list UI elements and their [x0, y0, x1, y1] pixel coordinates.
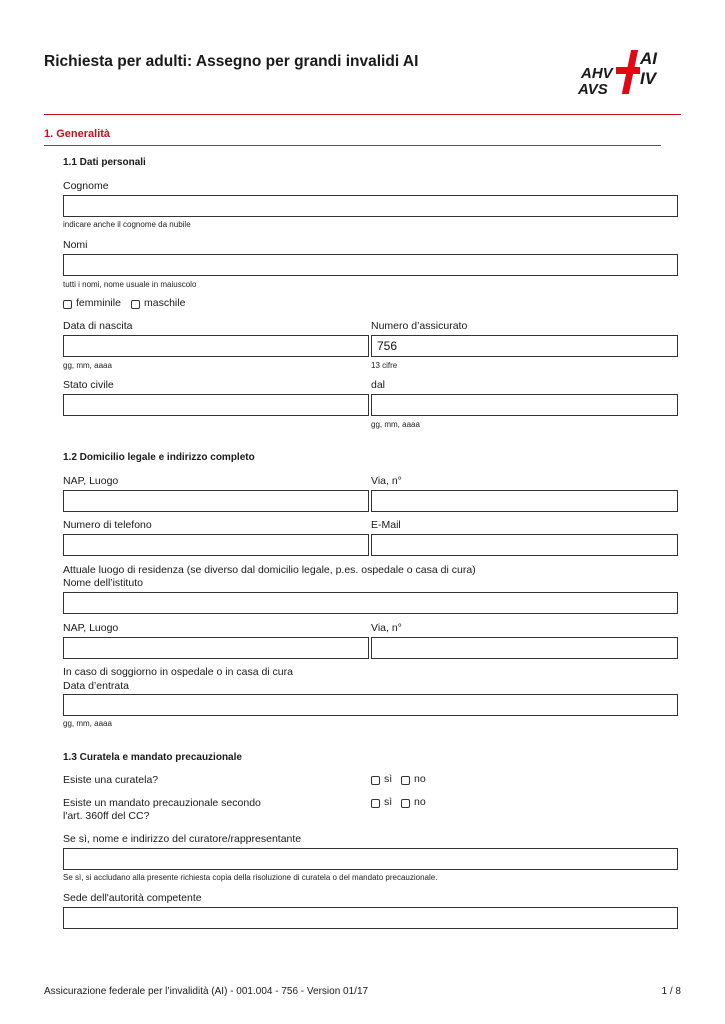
stay-label: In caso di soggiorno in ospedale o in casa di cura: [63, 666, 293, 678]
footer-text: Assicurazione federale per l’invalidità (AI) - 001.004 - 756 - Version 01/17: [44, 986, 369, 997]
guardian-label: Se sì, nome e indirizzo del curatore/rappresentante: [63, 833, 302, 845]
insured-number-label: Numero d’assicurato: [371, 320, 468, 332]
mandate-question-line1: Esiste un mandato precauzionale secondo: [63, 797, 261, 809]
phone-label: Numero di telefono: [63, 519, 152, 531]
section-divider: [44, 145, 661, 146]
civil-since-label: dal: [371, 379, 386, 391]
female-checkbox[interactable]: [63, 300, 72, 309]
insured-number-hint: 13 cifre: [371, 361, 398, 370]
mandate-yes-checkbox[interactable]: [371, 799, 380, 808]
guardian-input[interactable]: [63, 848, 678, 870]
subsection-title-guardianship: 1.3 Curatela e mandato precauzionale: [63, 752, 242, 763]
civil-since-hint: gg, mm, aaaa: [371, 420, 420, 429]
zip-city-input[interactable]: [63, 490, 369, 512]
page-number: 1 / 8: [661, 986, 681, 997]
street-label: Via, n°: [371, 475, 402, 487]
surname-label: Cognome: [63, 180, 109, 192]
authority-label: Sede dell'autorità competente: [63, 892, 202, 904]
guardianship-question: Esiste una curatela?: [63, 774, 159, 786]
guardianship-yes-checkbox[interactable]: [371, 776, 380, 785]
birth-date-hint: gg, mm, aaaa: [63, 361, 112, 370]
subsection-title-personal: 1.1 Dati personali: [63, 157, 146, 168]
page-title: Richiesta per adulti: Assegno per grandi invalidi AI: [44, 53, 419, 70]
names-hint: tutti i nomi, nome usuale in maiuscolo: [63, 280, 197, 289]
logo-avs-text: AVS: [578, 81, 608, 98]
male-label: maschile: [144, 297, 186, 309]
guardianship-no-checkbox[interactable]: [401, 776, 410, 785]
guardian-hint: Se sì, si accludano alla presente richiesta copia della risoluzione di curatela o del mandato precauzionale.: [63, 873, 438, 882]
mandate-no-label: no: [414, 796, 426, 808]
insured-number-input[interactable]: [371, 335, 678, 357]
section-title: 1. Generalità: [44, 128, 111, 140]
birth-date-label: Data di nascita: [63, 320, 133, 332]
phone-input[interactable]: [63, 534, 369, 556]
guardianship-no-label: no: [414, 773, 426, 785]
female-label: femminile: [76, 297, 121, 309]
zip-city-2-input[interactable]: [63, 637, 369, 659]
street-2-input[interactable]: [371, 637, 678, 659]
logo-ai-text: AI: [640, 49, 657, 68]
authority-input[interactable]: [63, 907, 678, 929]
zip-city-label: NAP, Luogo: [63, 475, 119, 487]
entry-date-input[interactable]: [63, 694, 678, 716]
logo-ahv-text: AHV: [581, 65, 613, 82]
civil-status-label: Stato civile: [63, 379, 114, 391]
entry-date-label: Data d’entrata: [63, 680, 129, 692]
entry-date-hint: gg, mm, aaaa: [63, 719, 112, 728]
street-input[interactable]: [371, 490, 678, 512]
header-divider: [44, 114, 681, 115]
male-checkbox[interactable]: [131, 300, 140, 309]
names-label: Nomi: [63, 239, 88, 251]
surname-hint: indicare anche il cognome da nubile: [63, 220, 191, 229]
residence-label: Attuale luogo di residenza (se diverso dal domicilio legale, p.es. ospedale o casa di cura): [63, 564, 476, 576]
institution-name-input[interactable]: [63, 592, 678, 614]
mandate-no-checkbox[interactable]: [401, 799, 410, 808]
institution-name-label: Nome dell’istituto: [63, 577, 143, 589]
ahv-ai-logo: [576, 46, 666, 98]
subsection-title-address: 1.2 Domicilio legale e indirizzo completo: [63, 452, 255, 463]
email-label: E-Mail: [371, 519, 401, 531]
surname-input[interactable]: [63, 195, 678, 217]
street-2-label: Via, n°: [371, 622, 402, 634]
civil-since-input[interactable]: [371, 394, 678, 416]
logo-iv-text: IV: [640, 69, 657, 88]
logo-cross-horizontal: [616, 67, 640, 74]
names-input[interactable]: [63, 254, 678, 276]
zip-city-2-label: NAP, Luogo: [63, 622, 119, 634]
birth-date-input[interactable]: [63, 335, 369, 357]
mandate-question-line2: l'art. 360ff del CC?: [63, 810, 150, 822]
mandate-yes-label: sì: [384, 796, 393, 808]
guardianship-yes-label: sì: [384, 773, 393, 785]
email-input[interactable]: [371, 534, 678, 556]
civil-status-input[interactable]: [63, 394, 369, 416]
